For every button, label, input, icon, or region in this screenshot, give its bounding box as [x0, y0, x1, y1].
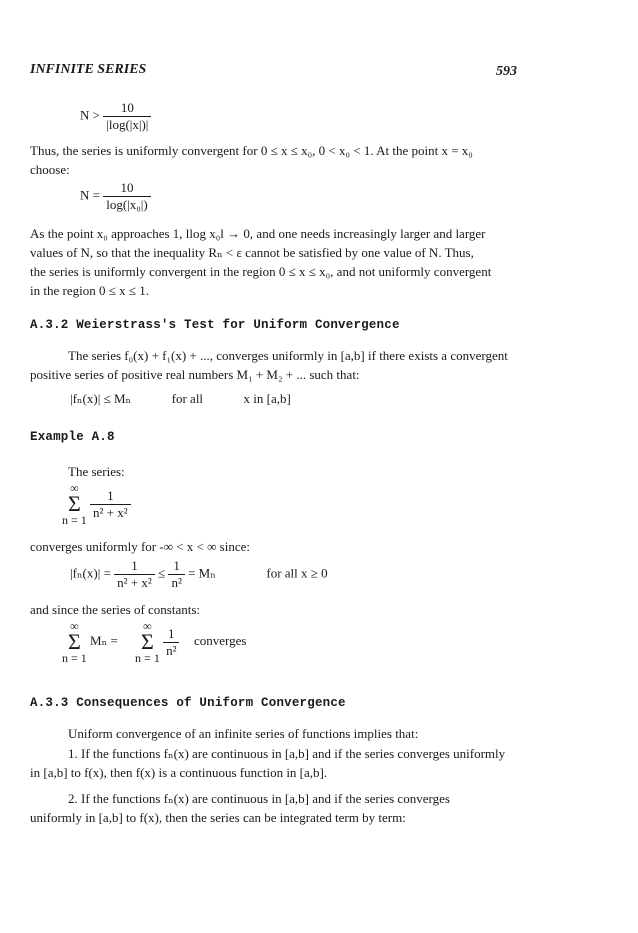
running-header: INFINITE SERIES — [30, 62, 147, 77]
paragraph-line: As the point x₀ approaches 1, llog x₀l → 0, and one needs increasingly larger and larger — [30, 226, 486, 241]
summation-sigma: Σ — [67, 491, 81, 516]
paragraph-line: positive series of positive real numbers M₁ + M₂ + ... such that: — [30, 367, 360, 382]
equation-word: converges — [193, 632, 247, 648]
summation-upper: ∞ — [70, 619, 79, 633]
paragraph-line: values of N, so that the inequality Rₙ < ε cannot be satisfied by one value of N. Thus, — [30, 245, 474, 260]
section-heading: A.3.3 Consequences of Uniform Convergence — [30, 696, 346, 710]
equation-condition: for all x ≥ 0 — [266, 565, 328, 581]
equation-n-bound — [80, 100, 151, 133]
equation-le: ≤ — [158, 565, 166, 581]
paragraph-line: in the region 0 ≤ x ≤ 1. — [30, 283, 149, 298]
fraction — [114, 558, 155, 591]
summation-upper: ∞ — [70, 481, 79, 495]
equation-for-all: for all — [171, 391, 204, 406]
equation-lhs: N = — [80, 187, 100, 203]
equation-lhs: N > — [80, 107, 100, 123]
summation-sigma: Σ — [67, 629, 81, 654]
fraction-numerator: 10 — [120, 100, 134, 115]
summation-lower: n = 1 — [62, 651, 87, 665]
summation-lower: n = 1 — [62, 513, 87, 527]
equation-term: Mₙ = — [90, 632, 118, 648]
summation-lower: n = 1 — [135, 651, 160, 665]
equation-weierstrass — [70, 391, 291, 407]
fraction-numerator: 1 — [168, 625, 175, 641]
fraction — [103, 180, 151, 213]
summation — [62, 482, 87, 526]
paragraph-line: the series is uniformly convergent in the region 0 ≤ x ≤ x₀, and not uniformly convergent — [30, 264, 492, 279]
paragraph-line: Uniform convergence of an infinite series of functions implies that: — [68, 726, 419, 741]
fraction-numerator: 10 — [120, 180, 134, 195]
paragraph-line: The series f₀(x) + f₁(x) + ..., converges uniformly in [a,b] if there exists a convergent — [68, 348, 508, 363]
fraction-denominator: n² + x² — [90, 504, 131, 521]
equation-condition: x in [a,b] — [243, 391, 291, 406]
summation — [135, 620, 160, 664]
example-heading: Example A.8 — [30, 430, 115, 444]
fraction-denominator: log(|x₀|) — [103, 196, 151, 213]
paragraph-line: 1. If the functions fₙ(x) are continuous in [a,b] and if the series converges uniformly — [68, 746, 506, 761]
fraction-denominator: n² — [168, 574, 184, 591]
fraction — [163, 626, 179, 659]
paragraph-line: in [a,b] to f(x), then f(x) is a continuous function in [a,b]. — [30, 765, 328, 780]
fraction-numerator: 1 — [131, 558, 138, 573]
equation-rhs: = Mₙ — [188, 565, 216, 581]
section-heading: A.3.2 Weierstrass's Test for Uniform Convergence — [30, 318, 400, 332]
equation-bound — [70, 558, 328, 591]
summation — [62, 620, 87, 664]
paragraph-line: converges uniformly for -∞ < x < ∞ since: — [30, 539, 250, 554]
page-number: 593 — [496, 64, 517, 79]
fraction — [90, 488, 131, 521]
fraction-denominator: n² + x² — [114, 574, 155, 591]
paragraph-line: choose: — [30, 162, 70, 177]
fraction — [103, 100, 151, 133]
paragraph-line: and since the series of constants: — [30, 602, 201, 617]
summation-sigma: Σ — [141, 629, 154, 654]
summation-upper: ∞ — [143, 619, 152, 633]
fraction-denominator: n² — [163, 642, 179, 659]
paragraph-line: 2. If the functions fₙ(x) are continuous in [a,b] and if the series converges — [68, 791, 450, 806]
equation-lhs: |fₙ(x)| = — [70, 565, 111, 581]
paragraph-line: The series: — [68, 464, 125, 479]
equation-n-choice — [80, 180, 151, 213]
equation-lhs: |fₙ(x)| ≤ Mₙ — [70, 391, 132, 406]
paragraph-line: Thus, the series is uniformly convergent for 0 ≤ x ≤ x₀, 0 < x₀ < 1. At the point x = x₀ — [30, 143, 473, 158]
fraction — [168, 558, 184, 591]
fraction-numerator: 1 — [107, 487, 114, 503]
equation-series — [62, 482, 131, 526]
equation-constants — [62, 620, 246, 664]
paragraph-line: uniformly in [a,b] to f(x), then the series can be integrated term by term: — [30, 810, 406, 825]
fraction-numerator: 1 — [173, 558, 180, 573]
fraction-denominator: |log(|x|)| — [103, 116, 151, 133]
